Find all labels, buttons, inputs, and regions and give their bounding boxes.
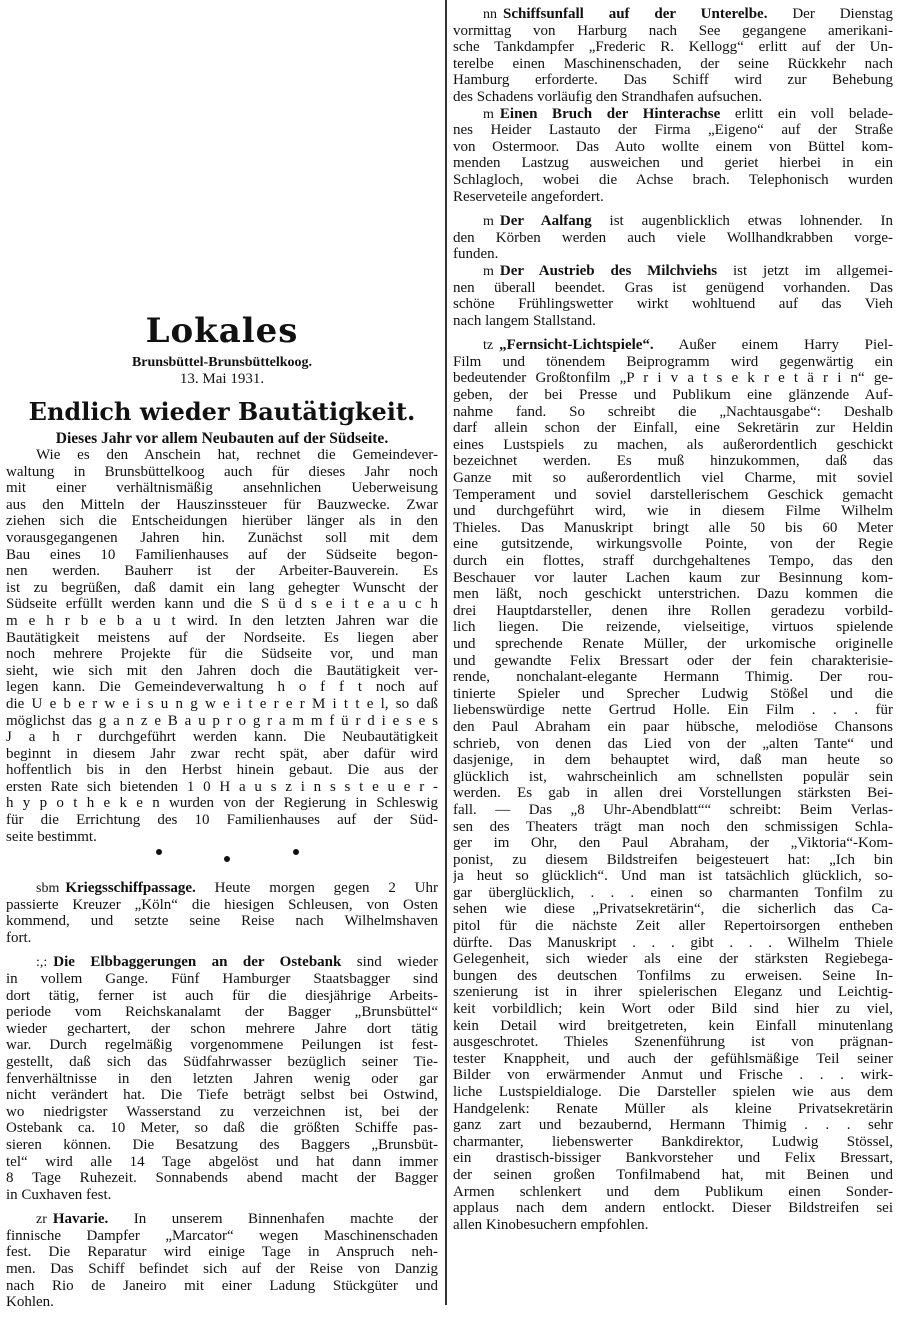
left-news-items <box>6 880 438 1319</box>
news-item <box>453 263 893 329</box>
text-line: darf allein schon der Einfall, eine Sekretärin zur Heldin <box>453 420 893 437</box>
news-item-author-mark: zr <box>36 1212 47 1228</box>
text-line: pitol für die nächste Zeit aller Repertoirsorgen entheben <box>453 918 893 935</box>
text-line: nen überall beendet. Gras ist genügend vorhanden. Das <box>453 279 893 296</box>
text-line: men läßt, noch geschickt unterstrichen. Dazu kommen die <box>453 586 893 603</box>
text-line: und gewandte Felix Bressart oder der fein charakterisie- <box>453 652 893 669</box>
text-line: m e h r b e b a u t wird. In den letzten Jahren war die <box>6 612 438 629</box>
news-item-author-mark: tz <box>483 338 494 354</box>
text-line: Bautätigkeit meistens auf der Nordseite. Es liegen aber <box>6 629 438 646</box>
news-item-title: Die Elbbaggerungen an der Ostebank <box>53 954 342 971</box>
text-line: wieder gechartert, der schon mehrere Jahre dort tätig <box>6 1020 438 1037</box>
text-line: gar überglücklich, . . . einen so charmanten Tonfilm zu <box>453 884 893 901</box>
paragraph-gap <box>453 205 893 213</box>
text-line: ger im Ohr, den Paul Abraham, der „Viktoria“-Kom- <box>453 835 893 852</box>
text-line: nach langem Stallstand. <box>453 312 596 329</box>
column-rule <box>445 0 447 1305</box>
text-line: Ganze mit so außerordentlich viel Charme, mit soviel <box>453 470 893 487</box>
text-line: nes Heider Lastauto der Firma „Eigeno“ auf der Straße <box>453 122 893 139</box>
news-item <box>6 880 438 946</box>
text-line: dasjenige, in dem behauptet wird, daß man heute so <box>453 752 893 769</box>
news-item-text: sind wieder <box>356 954 438 971</box>
text-line <box>6 954 438 971</box>
text-line: schrieb, von denen das Lied von der „alten Tante“ und <box>453 735 893 752</box>
text-line: ponist, zu diesem Bildstreifen beigesteuert hat: „Ich bin <box>453 851 893 868</box>
news-item-title: „Fernsicht-Lichtspiele“. <box>499 337 654 354</box>
news-item-author-mark: m <box>483 214 494 230</box>
text-line: periode vom Reichskanalamt der Bagger „Brunsbüttel“ <box>6 1004 438 1021</box>
news-item-author-mark: :,: <box>36 955 48 971</box>
text-line: funden. <box>453 246 499 263</box>
text-line: seite bestimmt. <box>6 828 97 845</box>
news-item-title: Der Aalfang <box>499 213 592 230</box>
text-line <box>453 213 893 230</box>
article-headline: Endlich wieder Bautätigkeit. <box>28 397 416 426</box>
text-line: rende, nonchalant-elegante Hermann Thimig. Der rou- <box>453 669 893 686</box>
text-line: Südseite erfüllt werden kann und die S ü d s e i t e a u c h <box>6 596 438 613</box>
text-line: und durchgeführt wird, wie in diesem Filme Wilhelm <box>453 503 893 520</box>
text-line: tinierte Spieler und Sprecher Ludwig Stößel und die <box>453 685 893 702</box>
text-line: Handgelenk: Renate Müller als kleine Privatsekretärin <box>453 1100 893 1117</box>
news-item-text: ist augenblicklich etwas lohnender. In <box>609 213 893 230</box>
text-line: sen des Theaters trägt man noch den schmissigen Schla- <box>453 818 893 835</box>
text-line: applaus nach dem andern entlockt. Dieser Bildstreifen sei <box>453 1200 893 1217</box>
text-line: Gelegenheit, sich wieder als eine der stärksten Regiebega- <box>453 951 893 968</box>
text-line: bungen des deutschen Tonfilms zu erweisen. Seine In- <box>453 967 893 984</box>
text-line: J a h r durchgeführt werden kann. Die Neubautätigkeit <box>6 729 438 746</box>
text-line: nicht verändert hat. Die Tiefe beträgt selbst bei Ostwind, <box>6 1087 438 1104</box>
text-line: dürfte. Das Manuskript . . . gibt . . . Wilhelm Thiele <box>453 934 893 951</box>
news-item-text: Außer einem Harry Piel- <box>678 337 893 354</box>
text-line: charmanter, liebenswerter Bankdirektor, Ludwig Stössel, <box>453 1133 893 1150</box>
news-item-title: Schiffsunfall auf der Unterelbe. <box>503 6 768 22</box>
text-line: von Ostermoor. Das Auto wollte einem von Büttel kom- <box>453 138 893 155</box>
text-line: war. Durch regelmäßig vorgenommene Peilungen ist fest- <box>6 1037 438 1054</box>
text-line: nen werden. Bauherr ist der Arbeiter-Bauverein. Es <box>6 563 438 580</box>
text-line: nach Rio de Janeiro mit einer Ladung Stückgüter und <box>6 1277 438 1294</box>
news-item <box>6 954 438 1203</box>
text-line: waltung in Brunsbüttelkoog auch für dieses Jahr noch <box>6 463 438 480</box>
text-line: noch mehrere Projekte für die Südseite vor, und man <box>6 646 438 663</box>
news-item-author-mark: m <box>483 263 494 279</box>
news-item <box>453 337 893 1233</box>
text-line: Wie es den Anschein hat, rechnet die Gemeindever- <box>36 447 438 463</box>
text-line: hoffentlich bis in den Herbst hinein gebaut. Die aus der <box>6 762 438 779</box>
text-line: sehen wie diese „Privatsekretärin“, die sicherlich das Ca- <box>453 901 893 918</box>
text-line: sieht, wie sich mit den Jahren doch die Bautätigkeit ver- <box>6 662 438 679</box>
text-line: tester Knappheit, und auch der gefühlsmäßige Teil seiner <box>453 1050 893 1067</box>
text-line: menden Lastzug ausweichen und geriet hierbei in ein <box>453 155 893 172</box>
paragraph-gap <box>6 1203 438 1211</box>
news-item-text: Der Dienstag <box>792 6 893 22</box>
article-subheadline: Dieses Jahr vor allem Neubauten auf der Südseite. <box>55 430 389 447</box>
text-line: men. Das Schiff befindet sich auf der Reise von Danzig <box>6 1261 438 1278</box>
section-separator-dots <box>6 843 438 863</box>
text-line <box>453 106 893 123</box>
text-line: beginnt in diesem Jahr zwar recht spät, aber dafür wird <box>6 745 438 762</box>
text-line: bedeutender Großtonfilm „P r i v a t s e k r e t ä r i n“ ge- <box>453 370 893 387</box>
text-line: der seinen großen Tonfilmabend hat, mit Beinen und <box>453 1166 893 1183</box>
text-line: Schlagloch, wobei die Achse brach. Telephonisch wurden <box>453 171 893 188</box>
text-line: keit vorbildlich; kein Wort oder Bild sind hier zu viel, <box>453 1001 893 1018</box>
text-line: kein Detail wird breitgetreten, kein Einfall minutenlang <box>453 1017 893 1034</box>
text-line: ein drastisch-bissiger Bankvorsteher und Felix Bressart, <box>453 1150 893 1167</box>
text-line: fort. <box>6 929 32 946</box>
text-line: werden. Es gab in allen drei Vorstellungen stärksten Bei- <box>453 785 893 802</box>
text-line: finnische Dampfer „Marcator“ wegen Maschinenschaden <box>6 1227 438 1244</box>
paragraph-gap <box>453 329 893 337</box>
news-item-title: Einen Bruch der Hinterachse <box>499 105 721 122</box>
text-line: eine gutsitzende, wirkungsvolle Pointe, von der Regie <box>453 536 893 553</box>
text-line: den Paul Abraham ein paar hübsche, melodiöse Chansons <box>453 718 893 735</box>
text-line: möglichst das g a n z e B a u p r o g r a m m f ü r d i e s e s <box>6 712 438 729</box>
text-line: terelbe einen Maschinenschaden, der seine Rückkehr nach <box>453 55 893 72</box>
text-line: den Körben werden auch viele Wollhandkrabben vorge- <box>453 229 893 246</box>
text-line: ja heut so glücklich“. Und man ist tatsächlich glücklich, so- <box>453 868 893 885</box>
news-item-text: In unserem Binnenhafen machte der <box>133 1211 438 1228</box>
text-line <box>453 263 893 280</box>
section-title: Lokales <box>145 311 299 351</box>
text-line: sche Tankdampfer „Frederic R. Kellogg“ erlitt auf der Un- <box>453 39 893 56</box>
text-line: szenierung ist in ihrer spielerischen Eleganz und Leichtig- <box>453 984 893 1001</box>
text-line: liche Lustspieldialoge. Die Darsteller spielen wie aus dem <box>453 1084 893 1100</box>
text-line: Temperament und soviel darstellerischem Geschick gemacht <box>453 486 893 503</box>
text-line: fenverhältnisse in den letzten Jahren wenig oder gar <box>6 1070 438 1087</box>
text-line: ist zu begrüßen, daß damit ein lang gehegter Wunscht der <box>6 579 438 596</box>
text-line: 8 Tage Ruhezeit. Sonnabends abend macht der Bagger <box>6 1170 438 1187</box>
text-line: mit einer verhältnismäßig ansehnlichen Ueberweisung <box>6 480 438 497</box>
text-line <box>453 6 893 23</box>
text-line: Bau eines 10 Familienhauses auf der Südseite begon- <box>6 546 438 563</box>
article-body <box>6 447 438 845</box>
text-line: ersten Rate sich bietenden 1 0 H a u s z i n s s t e u e r - <box>6 778 438 795</box>
news-item <box>6 1211 438 1311</box>
news-item-text: erlitt ein voll belade- <box>734 105 893 122</box>
text-line: vorausgegangenen Jahren hin. Zunächst soll mit dem <box>6 529 438 546</box>
text-line: Hamburg erforderte. Das Schiff wird zur Behebung <box>453 72 893 89</box>
section-date: 13. Mai 1931. <box>179 371 265 387</box>
text-line: nahme fand. So schreibt die „Nachtausgabe“: Deshalb <box>453 403 893 420</box>
text-line: und sprechende Renate Müller, der urkomische originelle <box>453 635 893 652</box>
news-item-title: Kriegsschiffpassage. <box>65 880 196 896</box>
news-item-author-mark: sbm <box>36 881 60 896</box>
text-line: ganz zart und bezaubernd, Hermann Thimig . . . sehr <box>453 1117 893 1134</box>
paragraph-gap <box>6 1311 438 1319</box>
text-line: fest. Die Reparatur wird einige Tage in Anspruch neh- <box>6 1244 438 1261</box>
text-line: wo niedrigster Wasserstand zu verzeichnen ist, bei der <box>6 1103 438 1120</box>
text-line <box>6 880 438 897</box>
text-line: aus den Mitteln der Hauszinssteuer für Bauzwecke. Zwar <box>6 496 438 513</box>
text-line: bezeichnet werden. Es muß hinzukommen, daß das <box>453 453 893 470</box>
text-line: liebenswürdige nette Gertrud Holle. Ein Film . . . für <box>453 702 893 719</box>
text-line: fall. — Das „8 Uhr-Abendblatt““ schreibt: Beim Verlas- <box>453 801 893 818</box>
text-line: ziehen sich die Entscheidungen hierüber länger als in den <box>6 513 438 530</box>
news-item <box>453 213 893 263</box>
text-line: tel“ wird alle 14 Tage abgelöst und hat dann immer <box>6 1153 438 1170</box>
text-line: geben, der bei Presse und Publikum eine glänzende Auf- <box>453 387 893 404</box>
paragraph-gap <box>6 946 438 954</box>
news-item-text: ist jetzt im allgemei- <box>733 262 893 279</box>
news-item-author-mark: m <box>483 106 494 122</box>
news-item <box>453 106 893 206</box>
text-line: Armen schlenkert und dem Publikum einen Sonder- <box>453 1183 893 1200</box>
text-line: Ostebank ca. 10 Meter, so daß die größten Schiffe pas- <box>6 1120 438 1137</box>
text-line: Beschauer vor lauter Lachen kaum zur Besinnung kom- <box>453 569 893 586</box>
text-line: Bilder von erwärmender Anmut und Frische . . . wirk- <box>453 1067 893 1084</box>
news-item <box>453 6 893 106</box>
news-item-text: Heute morgen gegen 2 Uhr <box>214 880 438 896</box>
text-line: drei Hauptdarsteller, denen ihre Rollen geradezu vorbild- <box>453 602 893 619</box>
text-line <box>6 1211 438 1228</box>
text-line: Thieles. Das Manuskript bringt alle 50 bis 60 Meter <box>453 519 893 536</box>
text-line: dort tätig, ferner ist auch für die diesjährige Arbeits- <box>6 987 438 1004</box>
text-line: gestellt, daß sich das Südfahrwasser bezüglich seiner Tie- <box>6 1053 438 1070</box>
news-item-title: Der Austrieb des Milchviehs <box>499 262 718 279</box>
text-line: durch ein flottes, straff durchgehaltenes Tempo, das den <box>453 553 893 569</box>
text-line: h y p o t h e k e n wurden von der Regierung in Schleswig <box>6 795 438 812</box>
news-item-title: Havarie. <box>52 1211 109 1228</box>
text-line: die U e b e r w e i s u n g w e i t e r e r M i t t e l, so daß <box>6 695 438 712</box>
text-line: Film und tönendem Beiprogramm wird gegenwärtig ein <box>453 353 893 370</box>
text-line: schöne Frühlingswetter wirkt wohltuend auf das Vieh <box>453 296 893 313</box>
text-line: sieren können. Die Besatzung des Baggers „Brunsbüt- <box>6 1136 438 1153</box>
text-line: eines Lustspiels zu machen, als außerordentlich geschickt <box>453 436 893 453</box>
text-line: ausgeschrotet. Thieles Szenenführung ist von prägnan- <box>453 1034 893 1051</box>
section-place: Brunsbüttel-Brunsbüttelkoog. <box>131 355 313 370</box>
text-line: in Cuxhaven fest. <box>6 1186 112 1203</box>
text-line: legen kann. Die Gemeindeverwaltung h o f f t noch auf <box>6 679 438 696</box>
text-line: für die Errichtung des 10 Familienhauses auf der Süd- <box>6 812 438 829</box>
text-line: Kohlen. <box>6 1294 54 1311</box>
text-line: glücklich ist, wahrscheinlich am schnellsten populär sein <box>453 768 893 785</box>
text-line: allen Kinobesuchern empfohlen. <box>453 1216 649 1233</box>
text-line: des Schadens vorläufig den Strandhafen aufsuchen. <box>453 88 763 105</box>
text-line: kommend, und setzte seine Reise nach Wilhelmshaven <box>6 913 438 930</box>
text-line: lich liegen. Die reizende, vielseitige, virtuos spielende <box>453 619 893 636</box>
text-line: vormittag von Harburg nach See gegangene amerikani- <box>453 22 893 39</box>
right-column <box>453 6 893 1233</box>
text-line <box>453 337 893 354</box>
text-line: in vollem Gange. Fünf Hamburger Staatsbagger sind <box>6 970 438 987</box>
text-line: passierte Kreuzer „Köln“ die hiesigen Schleusen, von Osten <box>6 896 438 913</box>
news-item-author-mark: nn <box>483 7 497 22</box>
text-line: Reserveteile angefordert. <box>453 188 604 205</box>
